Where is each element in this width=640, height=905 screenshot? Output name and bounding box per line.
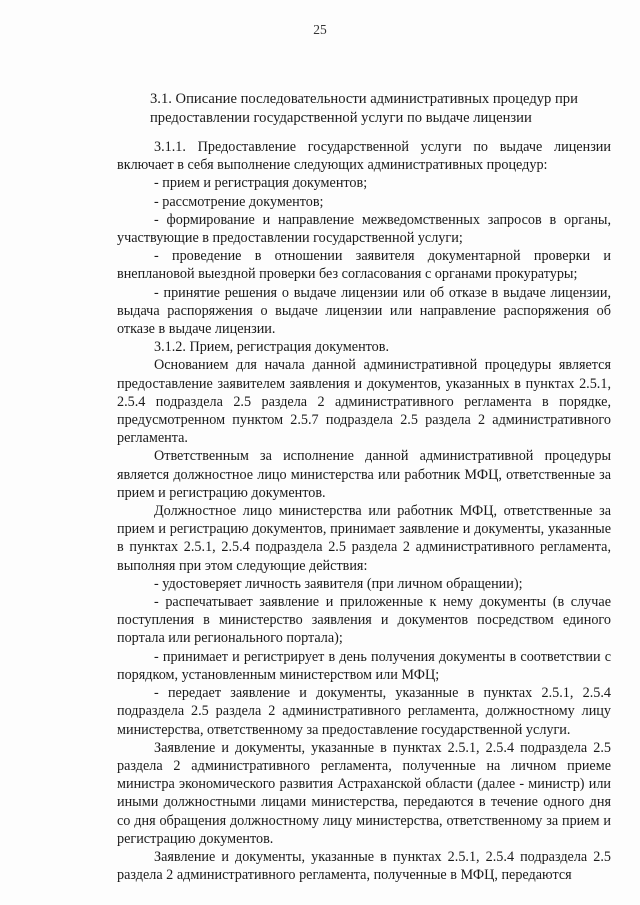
- section-heading: 3.1. Описание последовательности административных процедур при предоставлении государственной услуги по выдаче лицензии: [150, 91, 578, 126]
- list-item: - удостоверяет личность заявителя (при личном обращении);: [154, 575, 523, 592]
- paragraph: Основанием для начала данной административной процедуры является предоставление заявителем заявления и документов, указанных в пунктах 2.5.1, 2.5.4 подраздела 2.5 раздела 2 административного регламента в порядке, предусмотренном пунктом 2.5.7 подраздела 2.5 раздела 2 административного регламента.: [117, 357, 611, 447]
- list-item: - принятие решения о выдаче лицензии или об отказе в выдаче лицензии, выдача распоряжения о выдаче лицензии или направление распоряжения об отказе в выдаче лицензии.: [117, 284, 611, 338]
- list-item: - проведение в отношении заявителя документарной проверки и внеплановой выездной проверки без согласования с органами прокуратуры;: [117, 248, 611, 283]
- list-item: - принимает и регистрирует в день получения документы в соответствии с порядком, установленным министерством или МФЦ;: [117, 648, 611, 683]
- paragraph: Заявление и документы, указанные в пунктах 2.5.1, 2.5.4 подраздела 2.5 раздела 2 административного регламента, полученные в МФЦ, передаются: [117, 848, 611, 884]
- list-item: - формирование и направление межведомственных запросов в органы, участвующие в предоставлении государственной услуги;: [117, 211, 611, 247]
- list-item: - прием и регистрация документов;: [154, 175, 368, 192]
- paragraph: 3.1.2. Прием, регистрация документов.: [154, 339, 390, 356]
- body-text: [117, 138, 611, 884]
- paragraph: Заявление и документы, указанные в пунктах 2.5.1, 2.5.4 подраздела 2.5 раздела 2 административного регламента, полученные на личном приеме министра экономического развития Астраханской области (далее - министр) или иными должностными лицами министерства, передаются в течение одного дня со дня обращения должностному лицу министерства, ответственному за прием и регистрацию документов.: [117, 739, 611, 847]
- list-item: - рассмотрение документов;: [154, 193, 324, 210]
- page-number: 25: [313, 22, 327, 37]
- list-item: - передает заявление и документы, указанные в пунктах 2.5.1, 2.5.4 подраздела 2.5 раздела 2 административного регламента, должностному лицу министерства, ответственному за предоставление государственной услуги.: [117, 685, 611, 738]
- paragraph: Ответственным за исполнение данной административной процедуры является должностное лицо министерства или работник МФЦ, ответственные за прием и регистрацию документов.: [117, 448, 611, 501]
- paragraph: 3.1.1. Предоставление государственной услуги по выдаче лицензии включает в себя выполнение следующих административных процедур:: [117, 139, 611, 174]
- paragraph: Должностное лицо министерства или работник МФЦ, ответственные за прием и регистрацию документов, принимает заявление и документы, указанные в пунктах 2.5.1, 2.5.4 подраздела 2.5 раздела 2 административного регламента, выполняя при этом следующие действия:: [117, 503, 611, 574]
- list-item: - распечатывает заявление и приложенные к нему документы (в случае поступления в министерство заявления и документов посредством единого портала или регионального портала);: [117, 594, 611, 647]
